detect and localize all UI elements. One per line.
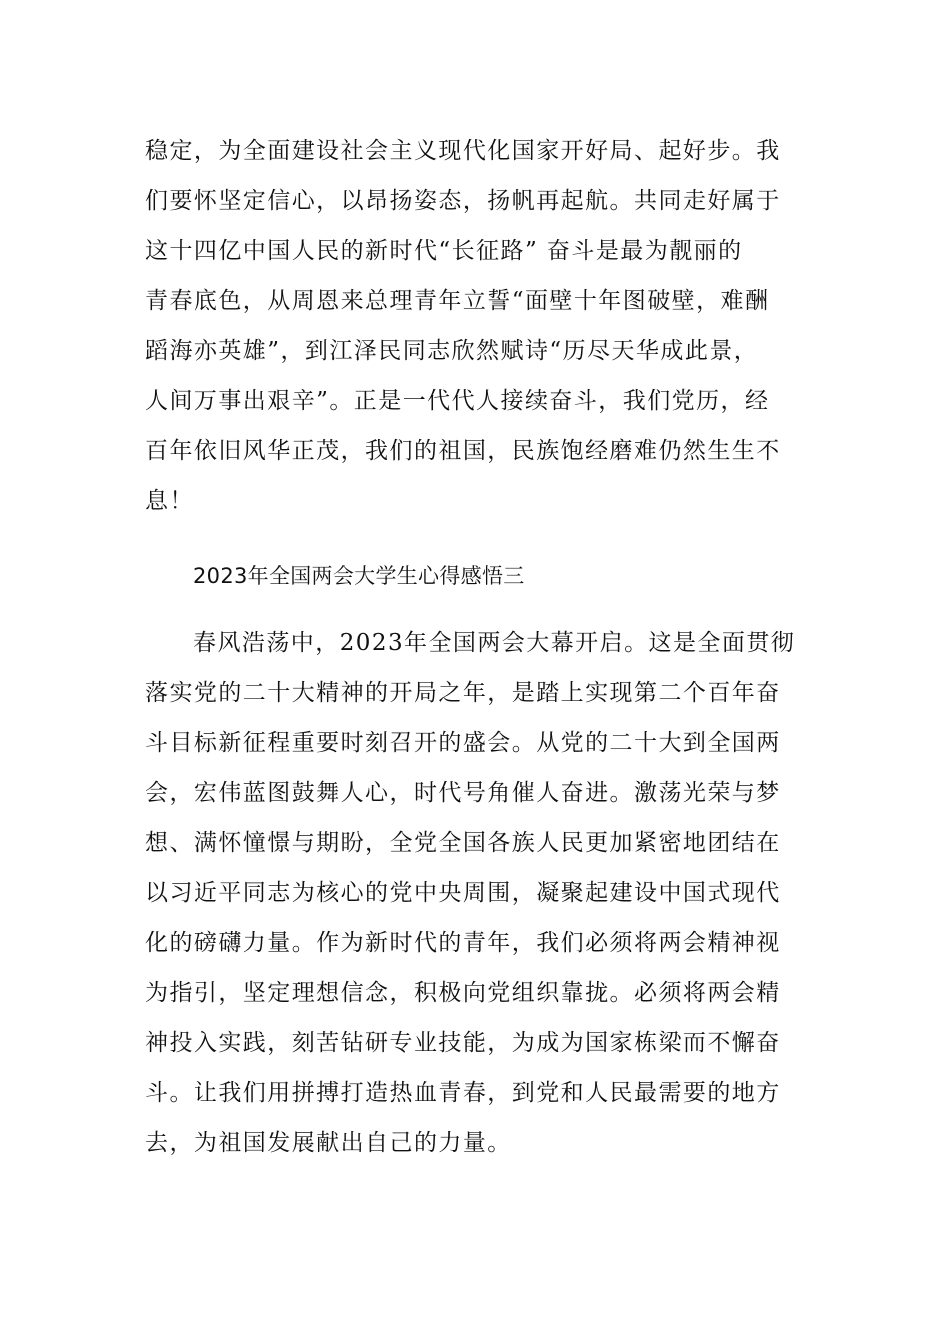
paragraph-line: 百年依旧风华正茂，我们的祖国，民族饱经磨难仍然生生不 [145, 438, 781, 464]
paragraph-line: 化的磅礴力量。作为新时代的青年，我们必须将两会精神视 [145, 930, 781, 956]
paragraph-line: 想、满怀憧憬与期盼，全党全国各族人民更加紧密地团结在 [145, 830, 781, 856]
paragraph-line: 斗目标新征程重要时刻召开的盛会。从党的二十大到全国两 [145, 730, 781, 756]
paragraph-line: 们要怀坚定信心，以昂扬姿态，扬帆再起航。共同走好属于 [145, 188, 781, 214]
paragraph-line: 去，为祖国发展献出自己的力量。 [145, 1130, 512, 1156]
paragraph-line: 人间万事出艰辛”。正是一代代人接续奋斗，我们党历，经 [145, 388, 770, 414]
paragraph-line: 神投入实践，刻苦钻研专业技能，为成为国家栋梁而不懈奋 [145, 1030, 781, 1056]
paragraph-line: 青春底色，从周恩来总理青年立誓“面壁十年图破壁，难酬 [145, 288, 770, 314]
paragraph-line: 蹈海亦英雄”，到江泽民同志欣然赋诗“历尽天华成此景， [145, 338, 759, 364]
paragraph-line: 落实党的二十大精神的开局之年，是踏上实现第二个百年奋 [145, 680, 781, 706]
paragraph-line: 会，宏伟蓝图鼓舞人心，时代号角催人奋进。激荡光荣与梦 [145, 780, 781, 806]
paragraph-line: 息！ [145, 488, 194, 514]
paragraph-line: 这十四亿中国人民的新时代“长征路” 奋斗是最为靓丽的 [145, 238, 743, 264]
paragraph-line: 稳定，为全面建设社会主义现代化国家开好局、起好步。我 [145, 138, 781, 164]
paragraph-line: 以习近平同志为核心的党中央周围，凝聚起建设中国式现代 [145, 880, 781, 906]
paragraph-line: 斗。让我们用拼搏打造热血青春，到党和人民最需要的地方 [145, 1080, 781, 1106]
paragraph-line: 为指引，坚定理想信念，积极向党组织靠拢。必须将两会精 [145, 980, 781, 1006]
paragraph-line: 春风浩荡中，2023年全国两会大幕开启。这是全面贯彻 [193, 630, 796, 656]
section-heading: 2023年全国两会大学生心得感悟三 [193, 564, 525, 588]
